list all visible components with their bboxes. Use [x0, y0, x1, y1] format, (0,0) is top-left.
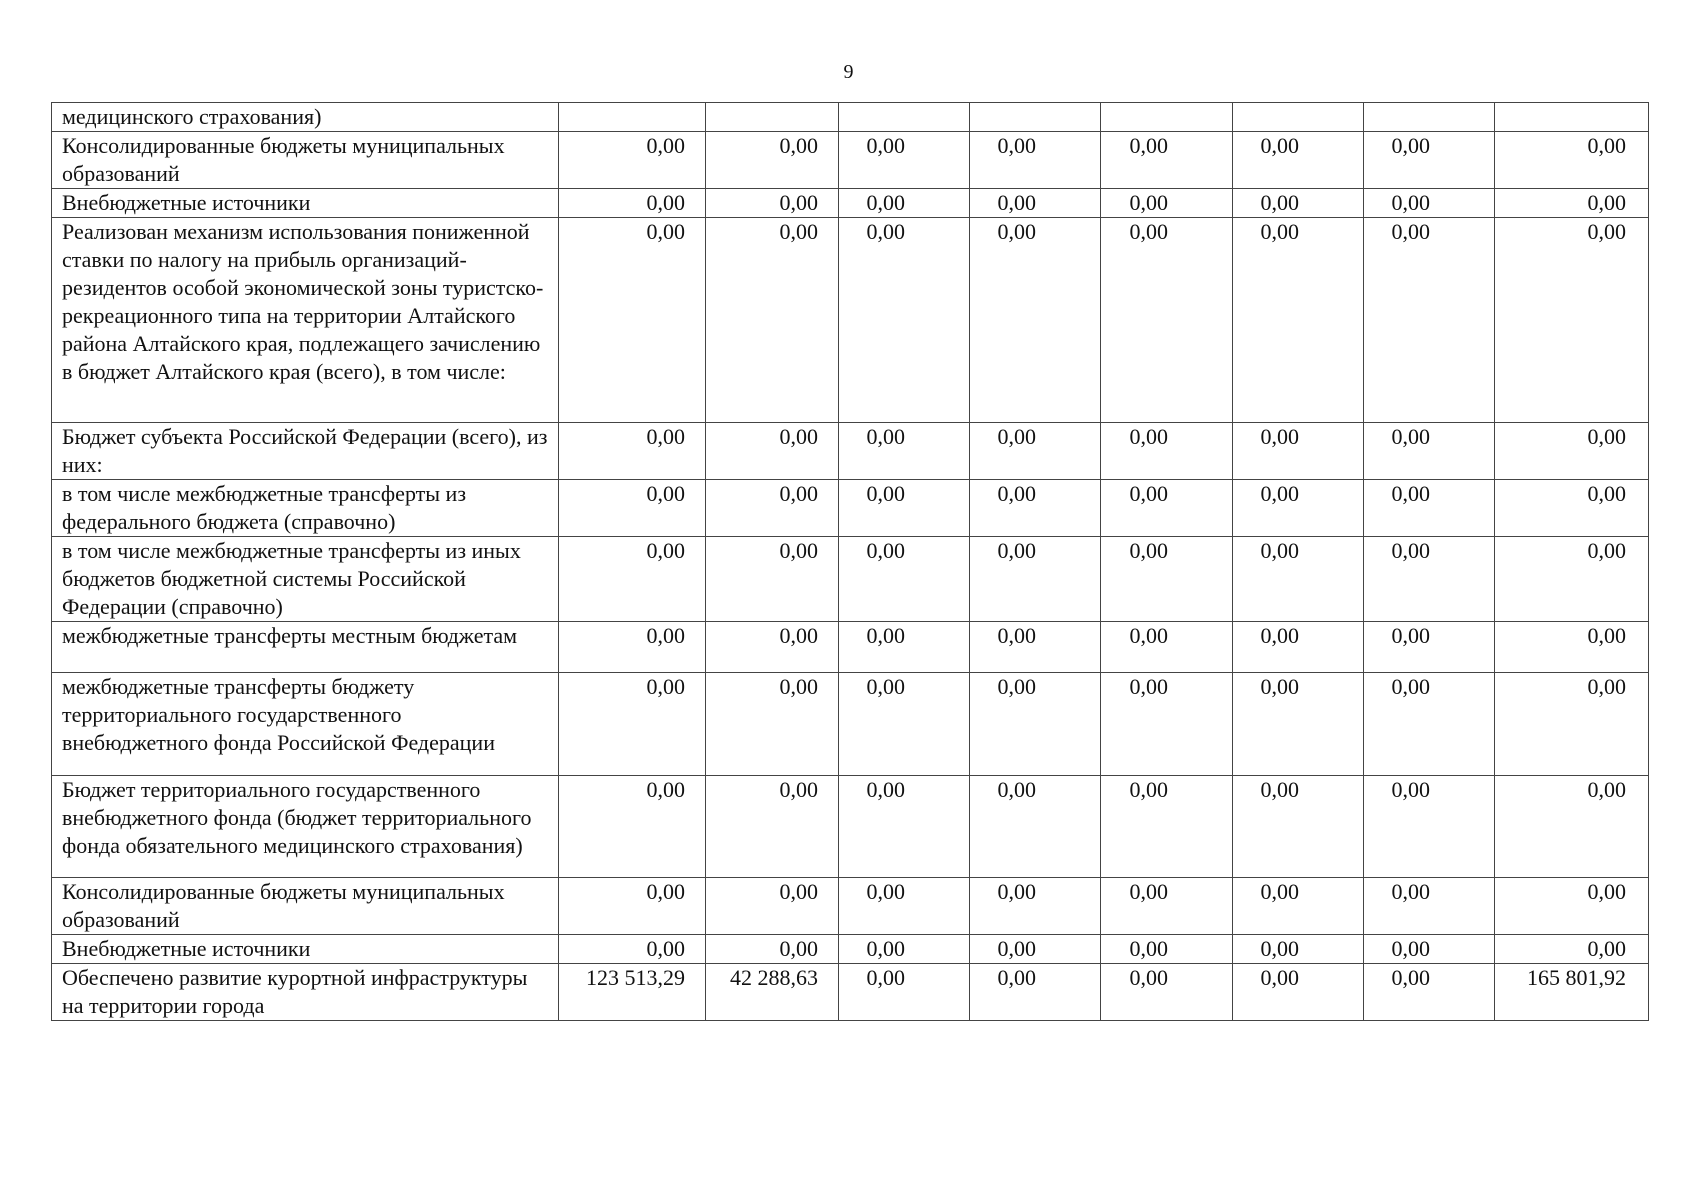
value-cell: 0,00	[1233, 878, 1364, 935]
value-cell: 0,00	[970, 480, 1101, 537]
value-cell: 0,00	[1364, 776, 1495, 878]
value-cell: 0,00	[706, 935, 839, 964]
value-cell: 0,00	[839, 423, 970, 480]
value-cell: 0,00	[1495, 132, 1649, 189]
value-cell: 0,00	[1233, 537, 1364, 622]
value-cell: 0,00	[1101, 423, 1233, 480]
value-cell: 0,00	[1364, 673, 1495, 776]
value-cell: 0,00	[1101, 622, 1233, 673]
value-cell: 0,00	[1495, 423, 1649, 480]
value-cell: 0,00	[1101, 537, 1233, 622]
table-row	[52, 480, 1649, 537]
value-cell	[706, 103, 839, 132]
value-cell: 0,00	[1233, 480, 1364, 537]
value-cell: 0,00	[706, 423, 839, 480]
value-cell: 0,00	[706, 480, 839, 537]
value-cell: 0,00	[1495, 878, 1649, 935]
value-cell: 165 801,92	[1495, 964, 1649, 1021]
value-cell: 0,00	[1364, 480, 1495, 537]
value-cell: 0,00	[559, 673, 706, 776]
value-cell: 0,00	[706, 673, 839, 776]
value-cell: 0,00	[1233, 218, 1364, 423]
value-cell: 0,00	[970, 673, 1101, 776]
page-number: 9	[843, 61, 854, 83]
table-row	[52, 622, 1649, 673]
table-row	[52, 537, 1649, 622]
row-label: медицинского страхования)	[52, 103, 559, 132]
row-label: Консолидированные бюджеты муниципальных образований	[52, 132, 559, 189]
value-cell: 0,00	[559, 878, 706, 935]
value-cell: 0,00	[1101, 935, 1233, 964]
value-cell: 123 513,29	[559, 964, 706, 1021]
table-row	[52, 189, 1649, 218]
row-label: Обеспечено развитие курортной инфраструктуры на территории города	[52, 964, 559, 1021]
value-cell: 0,00	[970, 622, 1101, 673]
value-cell: 0,00	[1364, 132, 1495, 189]
value-cell: 0,00	[559, 622, 706, 673]
value-cell: 0,00	[1101, 878, 1233, 935]
value-cell	[559, 103, 706, 132]
value-cell: 0,00	[1364, 189, 1495, 218]
table-row	[52, 878, 1649, 935]
value-cell: 0,00	[559, 189, 706, 218]
value-cell: 0,00	[1495, 935, 1649, 964]
value-cell: 0,00	[970, 189, 1101, 218]
value-cell: 0,00	[1364, 423, 1495, 480]
value-cell	[839, 103, 970, 132]
value-cell: 0,00	[706, 218, 839, 423]
value-cell: 0,00	[1495, 537, 1649, 622]
value-cell: 0,00	[839, 776, 970, 878]
value-cell: 0,00	[1495, 480, 1649, 537]
row-label: в том числе межбюджетные трансферты из иных бюджетов бюджетной системы Российской Федерации (справочно)	[52, 537, 559, 622]
value-cell: 0,00	[1233, 423, 1364, 480]
value-cell: 0,00	[1101, 218, 1233, 423]
value-cell: 0,00	[970, 935, 1101, 964]
value-cell: 0,00	[559, 480, 706, 537]
value-cell: 0,00	[839, 189, 970, 218]
value-cell: 0,00	[1495, 189, 1649, 218]
value-cell: 0,00	[1233, 776, 1364, 878]
value-cell: 0,00	[706, 776, 839, 878]
value-cell: 0,00	[1495, 673, 1649, 776]
value-cell: 0,00	[839, 673, 970, 776]
value-cell	[1101, 103, 1233, 132]
value-cell: 0,00	[839, 964, 970, 1021]
value-cell: 0,00	[970, 878, 1101, 935]
value-cell: 42 288,63	[706, 964, 839, 1021]
value-cell	[1364, 103, 1495, 132]
value-cell: 0,00	[839, 878, 970, 935]
value-cell: 0,00	[839, 132, 970, 189]
value-cell	[970, 103, 1101, 132]
budget-table	[51, 102, 1649, 1021]
value-cell: 0,00	[1101, 776, 1233, 878]
value-cell: 0,00	[1495, 776, 1649, 878]
value-cell: 0,00	[1364, 537, 1495, 622]
value-cell	[1233, 103, 1364, 132]
row-label: межбюджетные трансферты местным бюджетам	[52, 622, 559, 673]
row-label: Реализован механизм использования пониженной ставки по налогу на прибыль организаций-резидентов особой экономической зоны туристско-рекреационного типа на территории Алтайского района Алтайского края, подлежащего зачислению в бюджет Алтайского края (всего), в том числе:	[52, 218, 559, 423]
value-cell: 0,00	[706, 622, 839, 673]
value-cell: 0,00	[1364, 935, 1495, 964]
table-row	[52, 132, 1649, 189]
value-cell: 0,00	[839, 480, 970, 537]
value-cell: 0,00	[559, 423, 706, 480]
value-cell: 0,00	[559, 776, 706, 878]
value-cell: 0,00	[1101, 480, 1233, 537]
value-cell: 0,00	[559, 935, 706, 964]
value-cell: 0,00	[1101, 964, 1233, 1021]
table-row	[52, 935, 1649, 964]
value-cell: 0,00	[970, 132, 1101, 189]
value-cell: 0,00	[1233, 673, 1364, 776]
table-row	[52, 776, 1649, 878]
value-cell: 0,00	[1233, 132, 1364, 189]
value-cell: 0,00	[559, 537, 706, 622]
value-cell: 0,00	[1364, 878, 1495, 935]
table-row	[52, 218, 1649, 423]
row-label: в том числе межбюджетные трансферты из федерального бюджета (справочно)	[52, 480, 559, 537]
value-cell: 0,00	[970, 537, 1101, 622]
value-cell: 0,00	[1233, 189, 1364, 218]
value-cell: 0,00	[839, 935, 970, 964]
table-body	[52, 103, 1649, 1021]
row-label: Бюджет субъекта Российской Федерации (всего), из них:	[52, 423, 559, 480]
value-cell: 0,00	[1495, 622, 1649, 673]
row-label: Внебюджетные источники	[52, 189, 559, 218]
value-cell: 0,00	[970, 423, 1101, 480]
row-label: Бюджет территориального государственного внебюджетного фонда (бюджет территориального фонда обязательного медицинского страхования)	[52, 776, 559, 878]
value-cell: 0,00	[1233, 935, 1364, 964]
value-cell: 0,00	[559, 132, 706, 189]
value-cell: 0,00	[970, 218, 1101, 423]
table-row	[52, 673, 1649, 776]
value-cell: 0,00	[839, 622, 970, 673]
row-label: Консолидированные бюджеты муниципальных образований	[52, 878, 559, 935]
row-label: межбюджетные трансферты бюджету территориального государственного внебюджетного фонда Российской Федерации	[52, 673, 559, 776]
value-cell: 0,00	[1233, 622, 1364, 673]
value-cell: 0,00	[1364, 218, 1495, 423]
row-label: Внебюджетные источники	[52, 935, 559, 964]
value-cell	[1495, 103, 1649, 132]
table-row	[52, 964, 1649, 1021]
value-cell: 0,00	[970, 776, 1101, 878]
value-cell: 0,00	[706, 132, 839, 189]
table-row	[52, 103, 1649, 132]
value-cell: 0,00	[706, 537, 839, 622]
value-cell: 0,00	[1364, 964, 1495, 1021]
value-cell: 0,00	[1101, 189, 1233, 218]
value-cell: 0,00	[559, 218, 706, 423]
value-cell: 0,00	[839, 537, 970, 622]
table-row	[52, 423, 1649, 480]
value-cell: 0,00	[1101, 673, 1233, 776]
value-cell: 0,00	[706, 189, 839, 218]
value-cell: 0,00	[1495, 218, 1649, 423]
value-cell: 0,00	[970, 964, 1101, 1021]
value-cell: 0,00	[1233, 964, 1364, 1021]
value-cell: 0,00	[706, 878, 839, 935]
value-cell: 0,00	[1364, 622, 1495, 673]
value-cell: 0,00	[1101, 132, 1233, 189]
value-cell: 0,00	[839, 218, 970, 423]
